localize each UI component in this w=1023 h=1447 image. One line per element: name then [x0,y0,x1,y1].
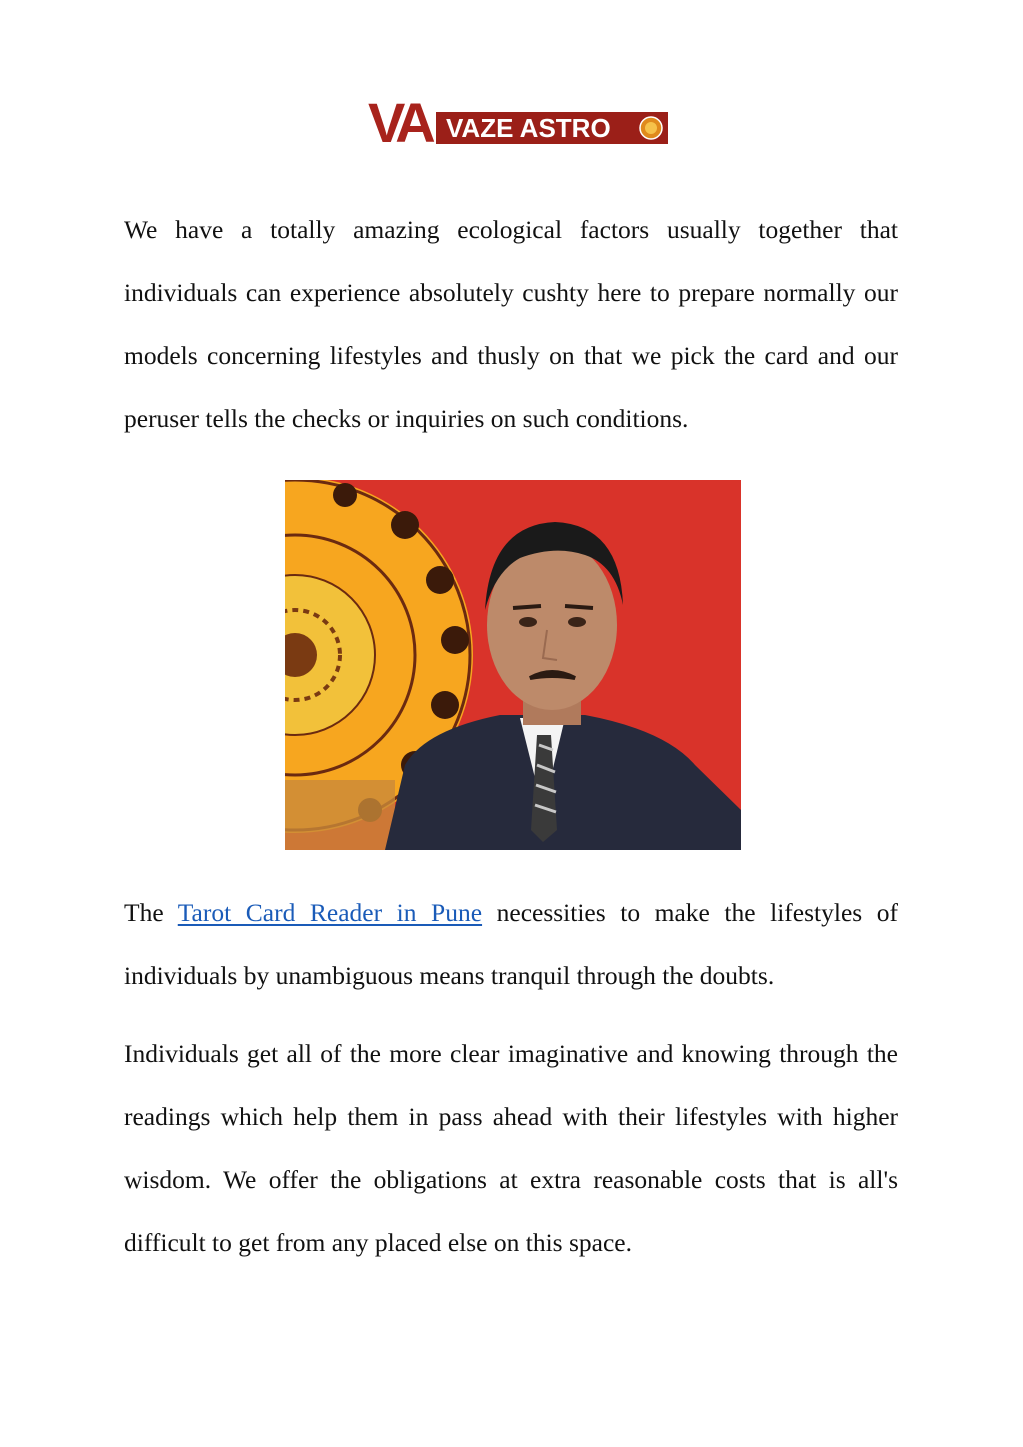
paragraph-intro: We have a totally amazing ecological factors usually together that individuals can experience absolutely cushty here to prepare normally our models concerning lifestyles and thusly on that we pick the card and our peruser tells the checks or inquiries on such conditions. [124,215,898,433]
logo-mark: VA [368,92,430,148]
paragraph-tarot [124,881,898,1007]
vaze-astro-logo [368,92,670,148]
tarot-card-reader-link[interactable]: Tarot Card Reader in Pune [177,898,483,927]
astrologer-photo [285,480,741,850]
paragraph-readings: Individuals get all of the more clear imaginative and knowing through the readings which help them in pass ahead with their lifestyles with higher wisdom. We offer the obligations at extra reasonable costs that is all's difficult to get from any placed else on this space. [124,1039,898,1257]
logo-name: VAZE ASTRO [446,113,611,143]
sun-emblem-icon [640,117,662,139]
paragraph-tarot-lead: The [124,898,178,927]
paragraph-tarot-rest: necessities to make the lifestyles of individuals by unambiguous means tranquil through the doubts. [124,898,898,990]
